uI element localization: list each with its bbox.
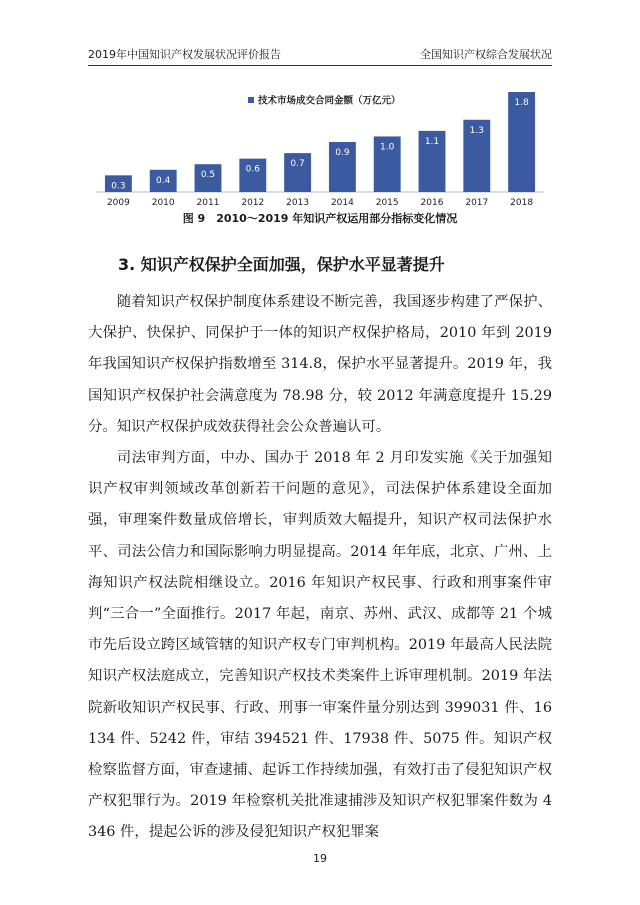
header-right: 全国知识产权综合发展状况 xyxy=(420,48,552,61)
running-header xyxy=(88,40,552,66)
data-label-2014: 0.9 xyxy=(335,148,350,158)
tick-label-2018: 2018 xyxy=(510,198,534,208)
tick-label-2015: 2015 xyxy=(375,198,399,208)
legend-swatch xyxy=(248,97,254,103)
paragraph-judicial-trial: 司法审判方面，中办、国办于 2018 年 2 月印发实施《关于加强知识产权审判领域改革创新若干问题的意见》，司法保护体系建设全面加强，审理案件数量成倍增长，审判质效大幅提升，知识产权司法保护水平、司法公信力和国际影响力明显提高。2014 年年底，北京、广州、上海知识产权法院相继设立。2016 年知识产权民事、行政和刑事案件审判“三合一”全面推行。2017 年起，南京、苏州、武汉、成都等 21 个城市先后设立跨区域管辖的知识产权专门审判机构。2019 年最高人民法院知识产权法庭成立，完善知识产权技术类案件上诉审理机制。2019 年法院新收知识产权民事、行政、刑事一审案件量分别达到 399031 件、16134 件、5242 件，审结 394521 件、17938 件、5075 件。知识产权检察监督方面，审查逮捕、起诉工作持续加强，有效打击了侵犯知识产权产权犯罪行为。2019 年检察机关批准逮捕涉及知识产权犯罪案件数为 4346 件，提起公诉的涉及侵犯知识产权犯罪案 xyxy=(88,450,552,841)
paragraph-protection-overview: 随着知识产权保护制度体系建设不断完善，我国逐步构建了严保护、大保护、快保护、同保护于一体的知识产权保护格局，2010 年到 2019 年我国知识产权保护指数增至 314.8，保护水平显著提升。2019 年，我国知识产权保护社会满意度为 78.98 分，较 2012 年满意度提升 15.29 分。知识产权保护成效获得社会公众普遍认可。 xyxy=(88,294,552,435)
data-label-2012: 0.6 xyxy=(245,164,260,175)
tick-label-2016: 2016 xyxy=(420,198,444,208)
page-number: 19 xyxy=(313,852,327,865)
data-label-2013: 0.7 xyxy=(290,159,305,170)
bar-chart xyxy=(88,80,552,220)
figure-caption: 图 9 2010～2019 年知识产权运用部分指标变化情况 xyxy=(182,212,458,225)
header-left: 2019年中国知识产权发展状况评价报告 xyxy=(88,48,281,61)
data-label-2018: 1.8 xyxy=(514,98,529,108)
data-label-2016: 1.1 xyxy=(424,136,440,147)
data-label-2011: 0.5 xyxy=(200,170,216,181)
tick-label-2009: 2009 xyxy=(106,198,130,208)
body-text xyxy=(88,287,552,849)
tick-label-2012: 2012 xyxy=(241,198,265,208)
tick-label-2014: 2014 xyxy=(330,198,354,208)
tick-label-2010: 2010 xyxy=(151,198,175,208)
chart-svg xyxy=(88,80,552,210)
tick-label-2017: 2017 xyxy=(465,198,489,208)
data-label-2010: 0.4 xyxy=(156,175,171,186)
legend-label: 技术市场成交合同金额（万亿元） xyxy=(258,95,401,107)
section-title: 3. 知识产权保护全面加强，保护水平显著提升 xyxy=(118,255,445,274)
data-label-2015: 1.0 xyxy=(380,142,395,153)
data-label-2017: 1.3 xyxy=(469,125,484,136)
data-label-2009: 0.3 xyxy=(111,181,126,192)
bar-2012 xyxy=(239,159,266,192)
tick-label-2013: 2013 xyxy=(286,198,310,208)
tick-label-2011: 2011 xyxy=(196,198,220,208)
